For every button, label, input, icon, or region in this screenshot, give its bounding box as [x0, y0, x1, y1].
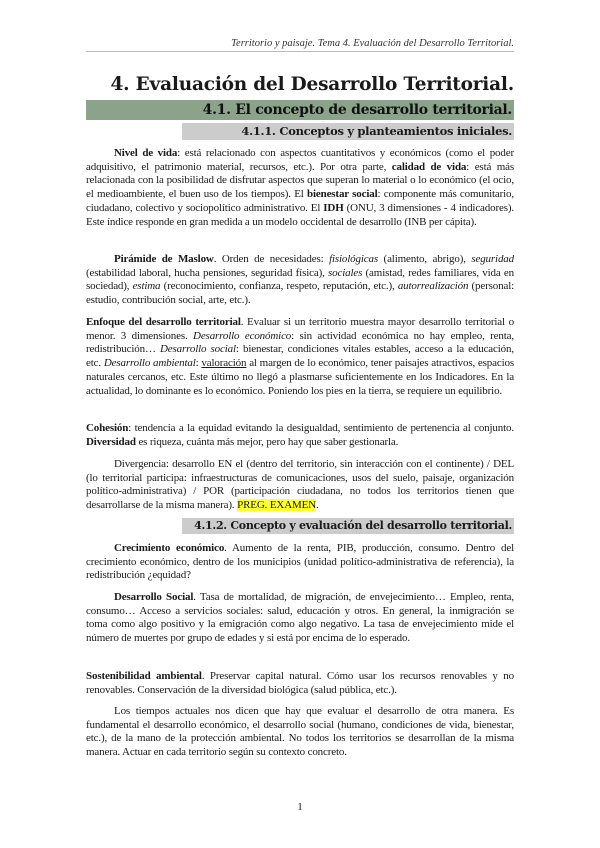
running-header: Territorio y paisaje. Tema 4. Evaluación del Desarrollo Territorial.: [86, 38, 514, 52]
subsection-heading-4-1-1: 4.1.1. Conceptos y planteamientos iniciales.: [182, 123, 514, 140]
paragraph-tiempos-actuales: Los tiempos actuales nos dicen que hay que evaluar el desarrollo de otra manera. Es fundamental el desarrollo económico, el desarrollo social (humano, condiciones de vida, bienestar, etc.), de la mano de la protección ambiental. No todos los territorios se desarrollan de la misma manera. Actuar en cada territorio según su contexto concreto.: [86, 705, 514, 759]
section-heading-4-1: 4.1. El concepto de desarrollo territorial.: [86, 100, 514, 120]
page-number: 1: [297, 801, 303, 813]
exam-question-highlight: PREG. EXAMEN: [237, 499, 316, 512]
paragraph-enfoque: Enfoque del desarrollo territorial. Evaluar si un territorio muestra mayor desarrollo territorial o menor. 3 dimensiones. Desarrollo económico: sin actividad económica no hay empleo, renta, redistribución… Desarrollo social: bienestar, condiciones vitales estables, acceso a la educación, etc. Desarrollo ambiental: valoración al margen de lo económico, tener paisajes atractivos, espacios naturales cercanos, etc. Este último no llegó a plasmarse suficientemente en los Indicadores. En la actualidad, lo dominante es lo económico. Poniendo los pies en la tierra, se requiere un equilibrio.: [86, 316, 514, 397]
paragraph-desarrollo-social: Desarrollo Social. Tasa de mortalidad, de migración, de envejecimiento… Empleo, renta, consumo… Acceso a servicios sociales: salud, educación y otros. En general, la inmigración se toma como algo positivo y la emigración como algo negativo. La tasa de envejecimiento mide el número de muertes por grupo de edades y si está por encima de lo esperado.: [86, 591, 514, 645]
paragraph-sostenibilidad: Sostenibilidad ambiental. Preservar capital natural. Cómo usar los recursos renovables y no renovables. Conservación de la diversidad biológica (salud pública, etc.).: [86, 670, 514, 696]
subsection-heading-4-1-2: 4.1.2. Concepto y evaluación del desarrollo territorial.: [182, 518, 514, 534]
paragraph-cohesion: Cohesión: tendencia a la equidad evitando la desigualdad, sentimiento de pertenencia al conjunto. Diversidad es riqueza, cuánta más mejor, pero hay que saber gestionarla.: [86, 422, 514, 448]
paragraph-nivel-de-vida: Nivel de vida: está relacionado con aspectos cuantitativos y económicos (como el poder adquisitivo, el patrimonio material, recursos, etc.). Por otra parte, calidad de vida: está más relacionada con la posibilidad de disfrutar aspectos que superan lo material o lo económico (el ocio, el medioambiente, el buen uso de los tiempos). El bienestar social: componente más comunitario, ciudadano, colectivo y sociopolítico administrativo. El IDH (ONU, 3 dimensiones - 4 indicadores). Este índice responde en gran medida a un modelo occidental de desarrollo (INB per cápita).: [86, 147, 515, 228]
paragraph-crecimiento: Crecimiento económico. Aumento de la renta, PIB, producción, consumo. Dentro del crecimiento económico, dentro de los municipios (unidad político-administrativa de referencia), la redistribución ¿equidad?: [86, 542, 514, 582]
paragraph-maslow: Pirámide de Maslow. Orden de necesidades: fisiológicas (alimento, abrigo), seguridad (estabilidad laboral, hucha pensiones, seguridad física), sociales (amistad, redes familiares, vida en sociedad), estima (reconocimiento, confianza, respeto, reputación, etc.), autorrealización (personal: estudio, contribución social, arte, etc.).: [86, 253, 515, 307]
paragraph-divergencia: Divergencia: desarrollo EN el (dentro del territorio, sin interacción con el continente) / DEL (lo territorial participa: infraestructuras de comunicaciones, usos del suelo, paisaje, organización político-administrativa) / POR (participación ciudadana, no todos los territorios tienen que desarrollarse de la misma manera). PREG. EXAMEN.: [86, 458, 514, 512]
chapter-title: 4. Evaluación del Desarrollo Territorial.: [110, 74, 514, 95]
